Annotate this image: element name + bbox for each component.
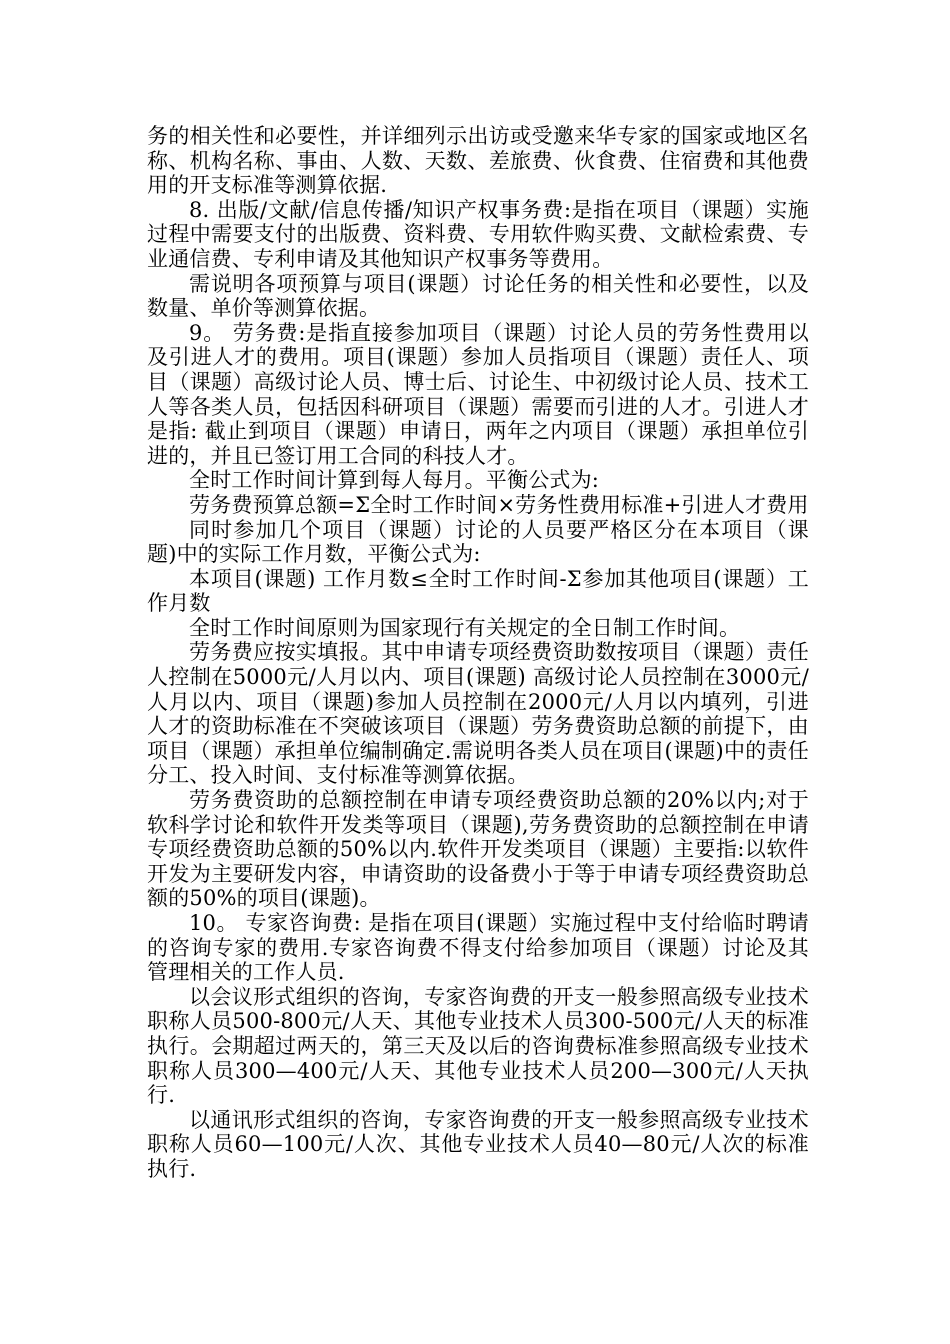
paragraph-fulltime-principle: 全时工作时间原则为国家现行有关规定的全日制工作时间。 (189, 615, 741, 640)
paragraph-item-9-labor-fee: 9。 劳务费:是指直接参加项目（课题）讨论人员的劳务性费用以及引进人才的费用。项目(课题）参加人员指项目（课题）责任人、项目（课题）高级讨论人员、博士后、讨论生、中初级讨论人员、技术工人等各类人员，包括因科研项目（课题）需要而引进的人才。引进人才是指: 截止到项目（课题）申请日，两年之内项目（课题）承担单位引进的，并且已签订用工合同的科技人才。 (147, 320, 809, 468)
paragraph-labor-formula: 劳务费预算总额=Σ全时工作时间×劳务性费用标准+引进人才费用 (189, 492, 809, 517)
paragraph-labor-limits: 劳务费应按实填报。其中申请专项经费资助数按项目（课题）责任人控制在5000元/人月以内、项目(课题) 高级讨论人员控制在3000元/人月以内、项目（课题)参加人员控制在2000元/人月以内填列，引进人才的资助标准在不突破该项目（课题）劳务费资助总额的前提下，由项目（课题）承担单位编制确定.需说明各类人员在项目(课题)中的责任分工、投入时间、支付标准等测算依据。 (147, 640, 809, 788)
paragraph-multi-project: 同时参加几个项目（课题）讨论的人员要严格区分在本项目（课题)中的实际工作月数，平衡公式为: (147, 517, 809, 567)
paragraph-labor-total-cap: 劳务费资助的总额控制在申请专项经费资助总额的20%以内;对于软科学讨论和软件开发类等项目（课题),劳务费资助的总额控制在申请专项经费资助总额的50%以内.软件开发类项目（课题）主要指:以软件开发为主要研发内容，申请资助的设备费小于等于申请专项经费资助总额的50%的项目(课题)。 (147, 788, 809, 911)
paragraph-continuation: 务的相关性和必要性，并详细列示出访或受邀来华专家的国家或地区名称、机构名称、事由、人数、天数、差旅费、伙食费、住宿费和其他费用的开支标准等测算依据. (147, 124, 809, 198)
paragraph-meeting-consult: 以会议形式组织的咨询，专家咨询费的开支一般参照高级专业技术职称人员500-800元/人天、其他专业技术人员300-500元/人天的标准执行。会期超过两天的，第三天及以后的咨询费标准参照高级专业技术职称人员300—400元/人天、其他专业技术人员200—300元/人天执行. (147, 984, 809, 1108)
paragraph-correspondence-consult: 以通讯形式组织的咨询，专家咨询费的开支一般参照高级专业技术职称人员60—100元/人次、其他专业技术人员40—80元/人次的标准执行. (147, 1107, 809, 1181)
paragraph-budget-explanation: 需说明各项预算与项目(课题）讨论任务的相关性和必要性，以及数量、单价等测算依据。 (147, 271, 809, 321)
paragraph-fulltime-calc: 全时工作时间计算到每人每月。平衡公式为: (189, 468, 600, 493)
paragraph-item-8-publication-fee: 8. 出版/文献/信息传播/知识产权事务费:是指在项目（课题）实施过程中需要支付的出版费、资料费、专用软件购买费、文献检索费、专业通信费、专利申请及其他知识产权事务等费用。 (147, 197, 809, 271)
paragraph-item-10-expert-fee: 10。 专家咨询费: 是指在项目(课题）实施过程中支付给临时聘请的咨询专家的费用.专家咨询费不得支付给参加项目（课题）讨论及其管理相关的工作人员. (147, 911, 809, 985)
document-body (147, 124, 809, 1182)
paragraph-months-formula: 本项目(课题) 工作月数≤全时工作时间-Σ参加其他项目(课题）工作月数 (147, 566, 809, 616)
